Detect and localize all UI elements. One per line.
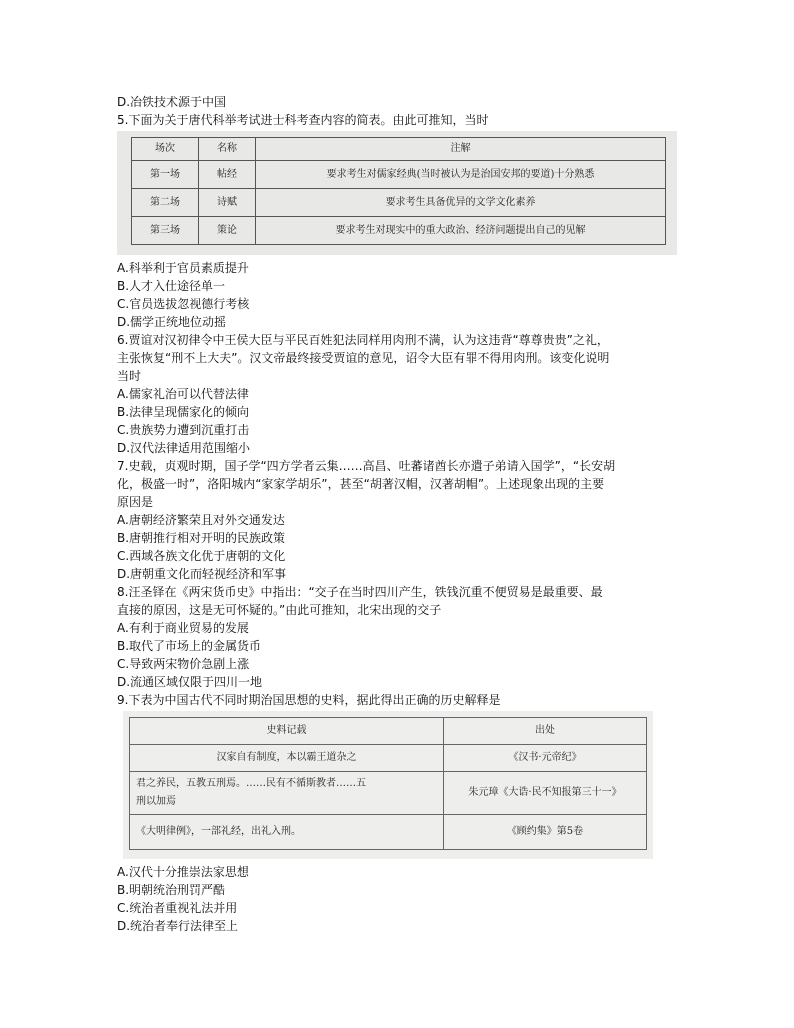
option-a: A.有利于商业贸易的发展	[117, 621, 249, 635]
table-header-cell: 出处	[444, 718, 647, 745]
option-d: D.汉代法律适用范围缩小	[117, 441, 251, 455]
table-cell: 策论	[199, 217, 256, 245]
question-stem: 9.下表为中国古代不同时期治国思想的史料，据此得出正确的历史解释是	[117, 693, 501, 707]
question-8	[117, 583, 677, 691]
question-7	[117, 457, 677, 583]
question-stem-line: 主张恢复“刑不上大夫”。汉文帝最终接受贾谊的意见，诏令大臣有罪不得用肉刑。该变化说明	[117, 351, 610, 365]
table-cell	[130, 772, 444, 815]
question-5	[117, 111, 677, 331]
table-row	[130, 745, 647, 772]
option-d: D.儒学正统地位动摇	[117, 315, 227, 329]
question-9	[117, 691, 677, 935]
option-d: D.统治者奉行法律至上	[117, 919, 239, 933]
table-cell: 第一场	[132, 161, 199, 189]
table-header-cell: 史料记载	[130, 718, 444, 745]
question-stem-line: 6.贾谊对汉初律令中王侯大臣与平民百姓犯法同样用肉刑不满，认为这违背“尊尊贵贵”之礼，	[117, 333, 609, 347]
question-6	[117, 331, 677, 457]
keju-content-table	[131, 137, 666, 245]
table-cell: 《顾约集》第5卷	[444, 815, 647, 850]
exam-table-scan	[123, 711, 653, 859]
option-c: C.统治者重视礼法并用	[117, 901, 238, 915]
option-c: C.导致两宋物价急剧上涨	[117, 657, 250, 671]
table-row	[132, 217, 666, 245]
table-cell: 汉家自有制度，本以霸王道杂之	[130, 745, 444, 772]
option-a: A.唐朝经济繁荣且对外交通发达	[117, 513, 285, 527]
table-row	[130, 772, 647, 815]
option-d: D.唐朝重文化而轻视经济和军事	[117, 567, 287, 581]
table-cell: 朱元璋《大诰·民不知报第三十一》	[444, 772, 647, 815]
option-c: C.西域各族文化优于唐朝的文化	[117, 549, 286, 563]
question-stem-line: 当时	[117, 369, 142, 383]
question-stem-line: 8.汪圣铎在《两宋货币史》中指出：“交子在当时四川产生，铁钱沉重不便贸易是最重要、最	[117, 585, 603, 599]
table-cell: 第三场	[132, 217, 199, 245]
question-stem-line: 化，极盛一时”，洛阳城内“家家学胡乐”，甚至“胡著汉帽，汉著胡帽”。上述现象出现的主要	[117, 477, 605, 491]
cell-line: 君之养民，五教五刑焉。……民有不循斯教者……五	[136, 778, 366, 789]
option-d: D.流通区域仅限于四川一地	[117, 675, 263, 689]
option-a: A.科举利于官员素质提升	[117, 261, 249, 275]
table-cell: 要求考生具备优异的文学文化素养	[256, 189, 666, 217]
option-b: B.取代了市场上的金属货币	[117, 639, 262, 653]
option-a: A.汉代十分推崇法家思想	[117, 865, 249, 879]
option-b: B.法律呈现儒家化的倾向	[117, 405, 250, 419]
exam-page	[117, 93, 677, 935]
option-b: B.人才入仕途径单一	[117, 279, 226, 293]
table-header-row	[130, 718, 647, 745]
option-c: C.官员选拔忽视德行考核	[117, 297, 250, 311]
question-stem-line: 原因是	[117, 495, 154, 509]
table-cell: 《大明律例》，一部礼经，出礼入刑。	[130, 815, 444, 850]
question-stem: 5.下面为关于唐代科举考试进士科考查内容的简表。由此可推知，当时	[117, 113, 489, 127]
table-row	[130, 815, 647, 850]
table-cell: 诗赋	[199, 189, 256, 217]
q4-option-d: D.冶铁技术源于中国	[117, 95, 227, 109]
option-b: B.明朝统治刑罚严酷	[117, 883, 226, 897]
table-header-cell: 场次	[132, 138, 199, 161]
table-header-cell: 注解	[256, 138, 666, 161]
question-stem-line: 7.史载，贞观时期，国子学“四方学者云集……高昌、吐蕃诸酋长亦遣子弟请入国学”，“长安胡	[117, 459, 616, 473]
table-cell: 要求考生对现实中的重大政治、经济问题提出自己的见解	[256, 217, 666, 245]
option-c: C.贵族势力遭到沉重打击	[117, 423, 250, 437]
table-cell: 第二场	[132, 189, 199, 217]
option-a: A.儒家礼治可以代替法律	[117, 387, 249, 401]
table-header-cell: 名称	[199, 138, 256, 161]
table-cell: 要求考生对儒家经典(当时被认为是治国安邦的要道)十分熟悉	[256, 161, 666, 189]
question-stem-line: 直接的原因，这是无可怀疑的。”由此可推知，北宋出现的交子	[117, 603, 442, 617]
exam-table-scan	[117, 131, 677, 255]
table-cell: 帖经	[199, 161, 256, 189]
table-row	[132, 161, 666, 189]
governance-sources-table	[129, 717, 647, 850]
table-header-row	[132, 138, 666, 161]
table-row	[132, 189, 666, 217]
table-cell: 《汉书·元帝纪》	[444, 745, 647, 772]
option-b: B.唐朝推行相对开明的民族政策	[117, 531, 286, 545]
cell-line: 刑以加焉	[136, 796, 176, 807]
